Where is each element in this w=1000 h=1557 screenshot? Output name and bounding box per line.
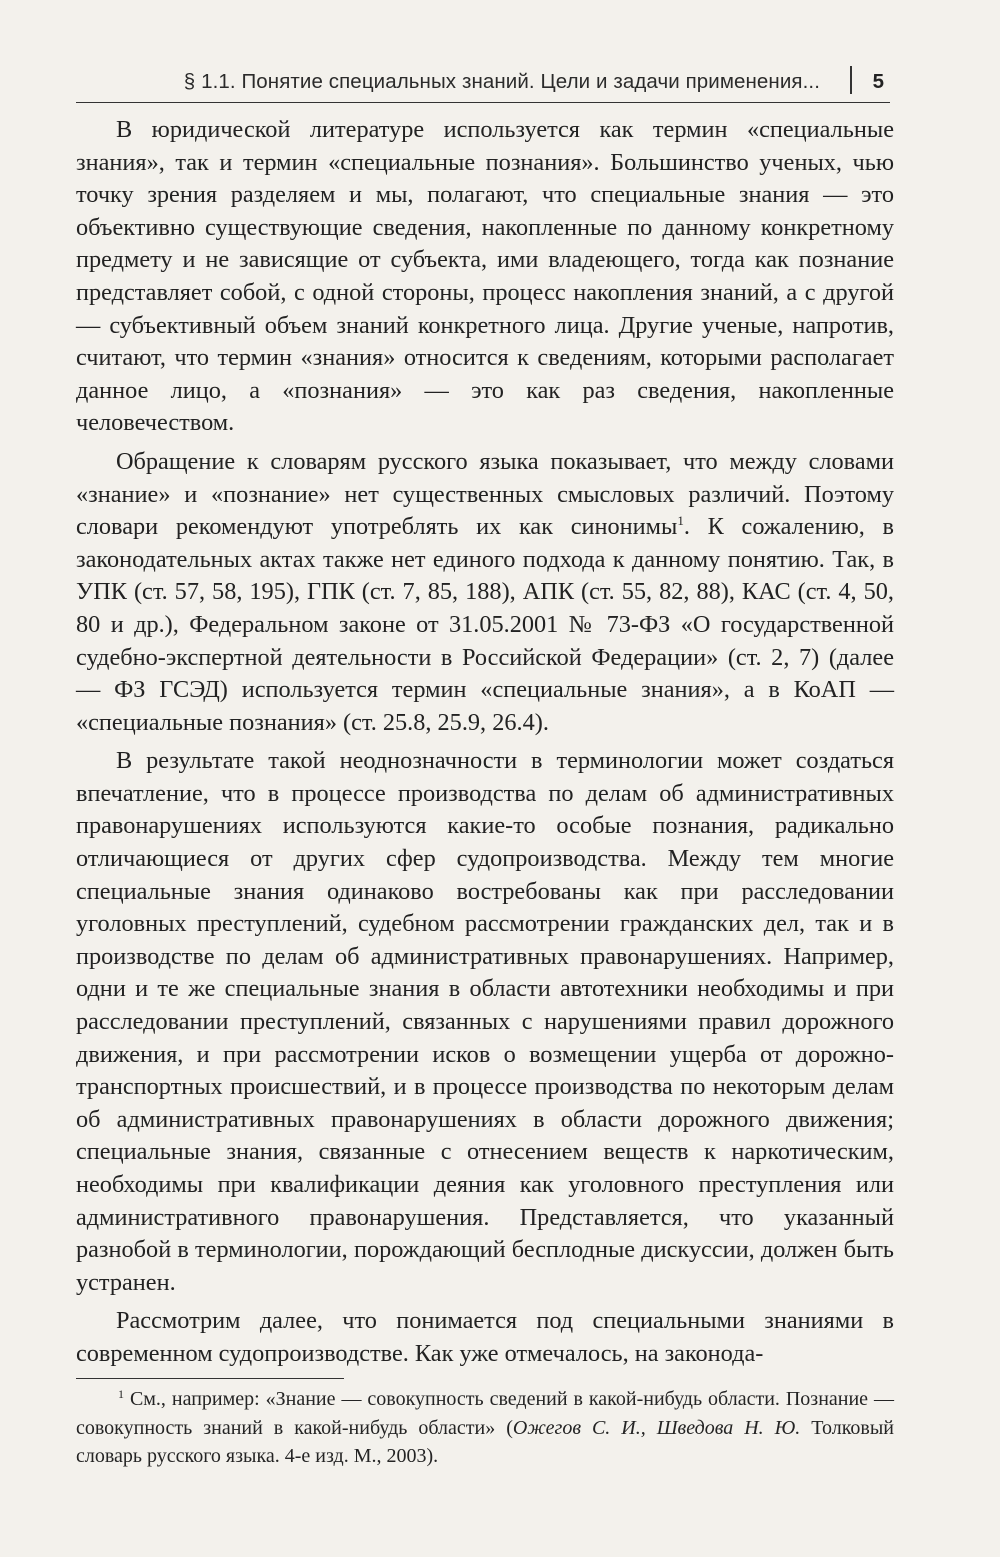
- header-separator: [850, 66, 852, 94]
- footnote-text-start: См., например: «Знание — совокупность сведений в какой-нибудь области. Познание — совокупность знаний в какой-нибудь области» (: [76, 1388, 894, 1439]
- paragraph-2: [76, 446, 894, 739]
- paragraph-2-text-a: Обращение к словарям русского языка показывает, что между словами «знание» и «познание» нет существенных смысловых различий. Поэтому словари рекомендуют употреблять их как синонимы: [76, 447, 894, 541]
- footnote-authors: Ожегов С. И., Шведова Н. Ю.: [512, 1416, 801, 1439]
- page-header: [76, 62, 890, 103]
- paragraph-2-text-b: . К сожалению, в законодательных актах также нет единого подхода к данному понятию. Так, в УПК (ст. 57, 58, 195), ГПК (ст. 7, 85, 188), АПК (ст. 55, 82, 88), КАС (ст. 4, 50, 80 и др.), Федеральном законе от 31.05.2001 № 73-ФЗ «О государственной судебно-экспертной деятельности в Российской Федерации» (ст. 2, 7) (далее — ФЗ ГСЭД) используется термин «специальные знания», а в КоАП — «специальные познания» (ст. 25.8, 25.9, 26.4).: [76, 513, 894, 736]
- footnote-reference: 1: [677, 513, 684, 529]
- main-text: [76, 114, 894, 1377]
- footnote-text-end: Толковый словарь русского языка. 4-е изд. М., 2003).: [76, 1416, 894, 1467]
- paragraph-1: В юридической литературе используется как термин «специальные знания», так и термин «специальные познания». Большинство ученых, чью точку зрения разделяем и мы, полагают, что специальные знания — это объективно существующие сведения, накопленные по данному конкретному предмету и не зависящие от субъекта, ими владеющего, тогда как познание представляет собой, с одной стороны, процесс накопления знаний, а с другой — субъективный объем знаний конкретного лица. Другие ученые, напротив, считают, что термин «знания» относится к сведениям, которыми располагает данное лицо, а «познания» — это как раз сведения, накопленные человечеством.: [76, 116, 894, 437]
- footnote-number: 1: [118, 1387, 124, 1401]
- paragraph-3: В результате такой неоднозначности в терминологии может создаться впечатление, что в процессе производства по делам об административных правонарушениях используются какие-то особые познания, радикально отличающиеся от других сфер судопроизводства. Между тем многие специальные знания одинаково востребованы как при расследовании уголовных преступлений, судебном рассмотрении гражданских дел, так и в производстве по делам об административных правонарушениях. Например, одни и те же специальные знания в области автотехники необходимы и при расследовании преступлений, связанных с нарушениями правил дорожного движения, и при рассмотрении исков о возмещении ущерба от дорожно-транспортных происшествий, и в процессе производства по некоторым делам об административных правонарушениях в области дорожного движения; специальные знания, связанные с отнесением веществ к наркотическим, необходимы при квалификации деяния как уголовного преступления или административного правонарушения. Представляется, что указанный разнобой в терминологии, порождающий бесплодные дискуссии, должен быть устранен.: [76, 747, 894, 1296]
- running-head: § 1.1. Понятие специальных знаний. Цели и задачи применения...: [183, 70, 820, 93]
- paragraph-4: Рассмотрим далее, что понимается под специальными знаниями в современном судопроизводстве. Как уже отмечалось, на законода-: [76, 1307, 894, 1367]
- footnote-divider: [76, 1378, 344, 1379]
- footnote: [76, 1385, 894, 1471]
- page-number: 5: [872, 70, 884, 93]
